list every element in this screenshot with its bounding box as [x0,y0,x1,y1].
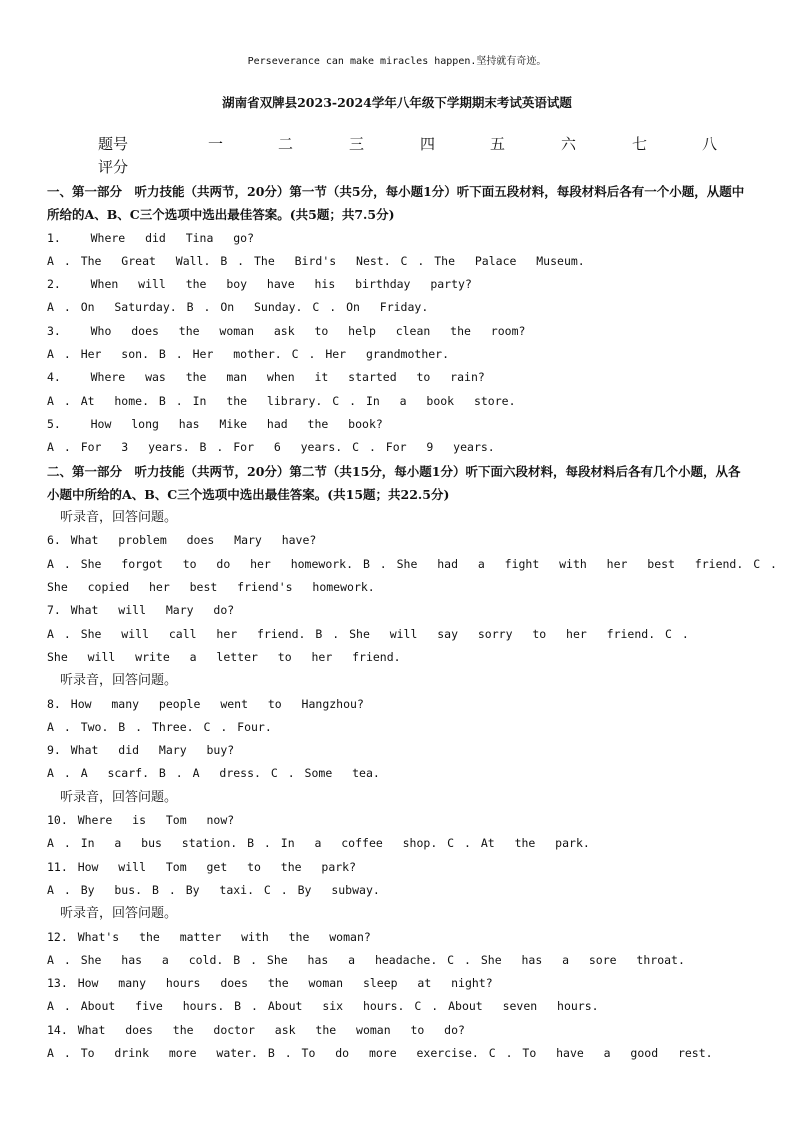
options-line: A . The Great Wall. B . The Bird's Nest. C . The Palace Museum. [47,253,585,268]
score-table-header [98,133,738,153]
options-line: A . She will call her friend. B . She will say sorry to her friend. C . [47,626,689,641]
listening-instruction: 听录音，回答问题。 [60,906,178,922]
question-line: 3. Who does the woman ask to help clean the room? [47,323,526,338]
options-line: A . At home. B . In the library. C . In a book store. [47,393,516,408]
score-col-6: 六 [561,135,577,153]
question-line: 2. When will the boy have his birthday party? [47,277,472,292]
options-line: She copied her best friend's homework. [47,580,375,595]
options-line: A . For 3 years. B . For 6 years. C . For 9 years. [47,440,495,455]
options-line: A . In a bus station. B . In a coffee shop. C . At the park. [47,836,590,851]
score-label-question: 题号 [98,135,129,153]
question-line: 8. How many people went to Hangzhou? [47,696,364,711]
question-line: 12. What's the matter with the woman? [47,929,371,944]
options-line: A . A scarf. B . A dress. C . Some tea. [47,766,380,781]
exam-title: 湖南省双牌县2023-2024学年八年级下学期期末考试英语试题 [222,95,572,110]
section1-heading: 一、第一部分 听力技能（共两节，20分）第一节（共5分，每小题1分）听下面五段材料，每段材料后各有一个小题，从题中所给的A、B、C三个选项中选出最佳答案。(共5题；共7.5分) [47,184,745,223]
options-line: A . She has a cold. B . She has a headache. C . She has a sore throat. [47,952,685,967]
listening-instruction: 听录音，回答问题。 [60,789,178,805]
question-line: 1. Where did Tina go? [47,230,255,245]
question-line: 7. What will Mary do? [47,603,235,618]
options-line: A . To drink more water. B . To do more exercise. C . To have a good rest. [47,1045,713,1060]
options-line: A . By bus. B . By taxi. C . By subway. [47,882,380,897]
options-line: A . On Saturday. B . On Sunday. C . On Friday. [47,300,429,315]
listening-instruction: 听录音，回答问题。 [60,510,178,526]
score-col-7: 七 [632,135,648,153]
options-line: A . About five hours. B . About six hours. C . About seven hours. [47,999,599,1014]
score-col-4: 四 [420,135,436,153]
options-line: A . Two. B . Three. C . Four. [47,719,272,734]
question-line: 10. Where is Tom now? [47,813,235,828]
listening-instruction: 听录音，回答问题。 [60,673,178,689]
options-line: A . She forgot to do her homework. B . She had a fight with her best friend. C . [47,556,777,571]
options-line: A . Her son. B . Her mother. C . Her grandmother. [47,347,450,362]
score-col-1: 一 [208,135,224,153]
score-col-5: 五 [490,135,506,153]
score-col-3: 三 [349,135,365,153]
options-line: She will write a letter to her friend. [47,649,401,664]
question-line: 11. How will Tom get to the park? [47,859,357,874]
exam-content [47,180,777,1065]
question-line: 6. What problem does Mary have? [47,533,317,548]
question-line: 9. What did Mary buy? [47,743,235,758]
page-motto: Perseverance can make miracles happen.坚持就有奇迹。 [247,56,547,67]
score-col-8: 八 [702,135,718,153]
question-line: 13. How many hours does the woman sleep at night? [47,976,493,991]
question-line: 14. What does the doctor ask the woman to do? [47,1022,465,1037]
score-label-points: 评分 [98,158,129,176]
section2-heading: 二、第一部分 听力技能（共两节，20分）第二节（共15分，每小题1分）听下面六段材料，每段材料后各有几个小题，从各小题中所给的A、B、C三个选项中选出最佳答案。(共15题；共22.5分) [47,463,741,502]
question-line: 5. How long has Mike had the book? [47,416,383,431]
score-col-2: 二 [278,135,294,153]
question-line: 4. Where was the man when it started to rain? [47,370,485,385]
